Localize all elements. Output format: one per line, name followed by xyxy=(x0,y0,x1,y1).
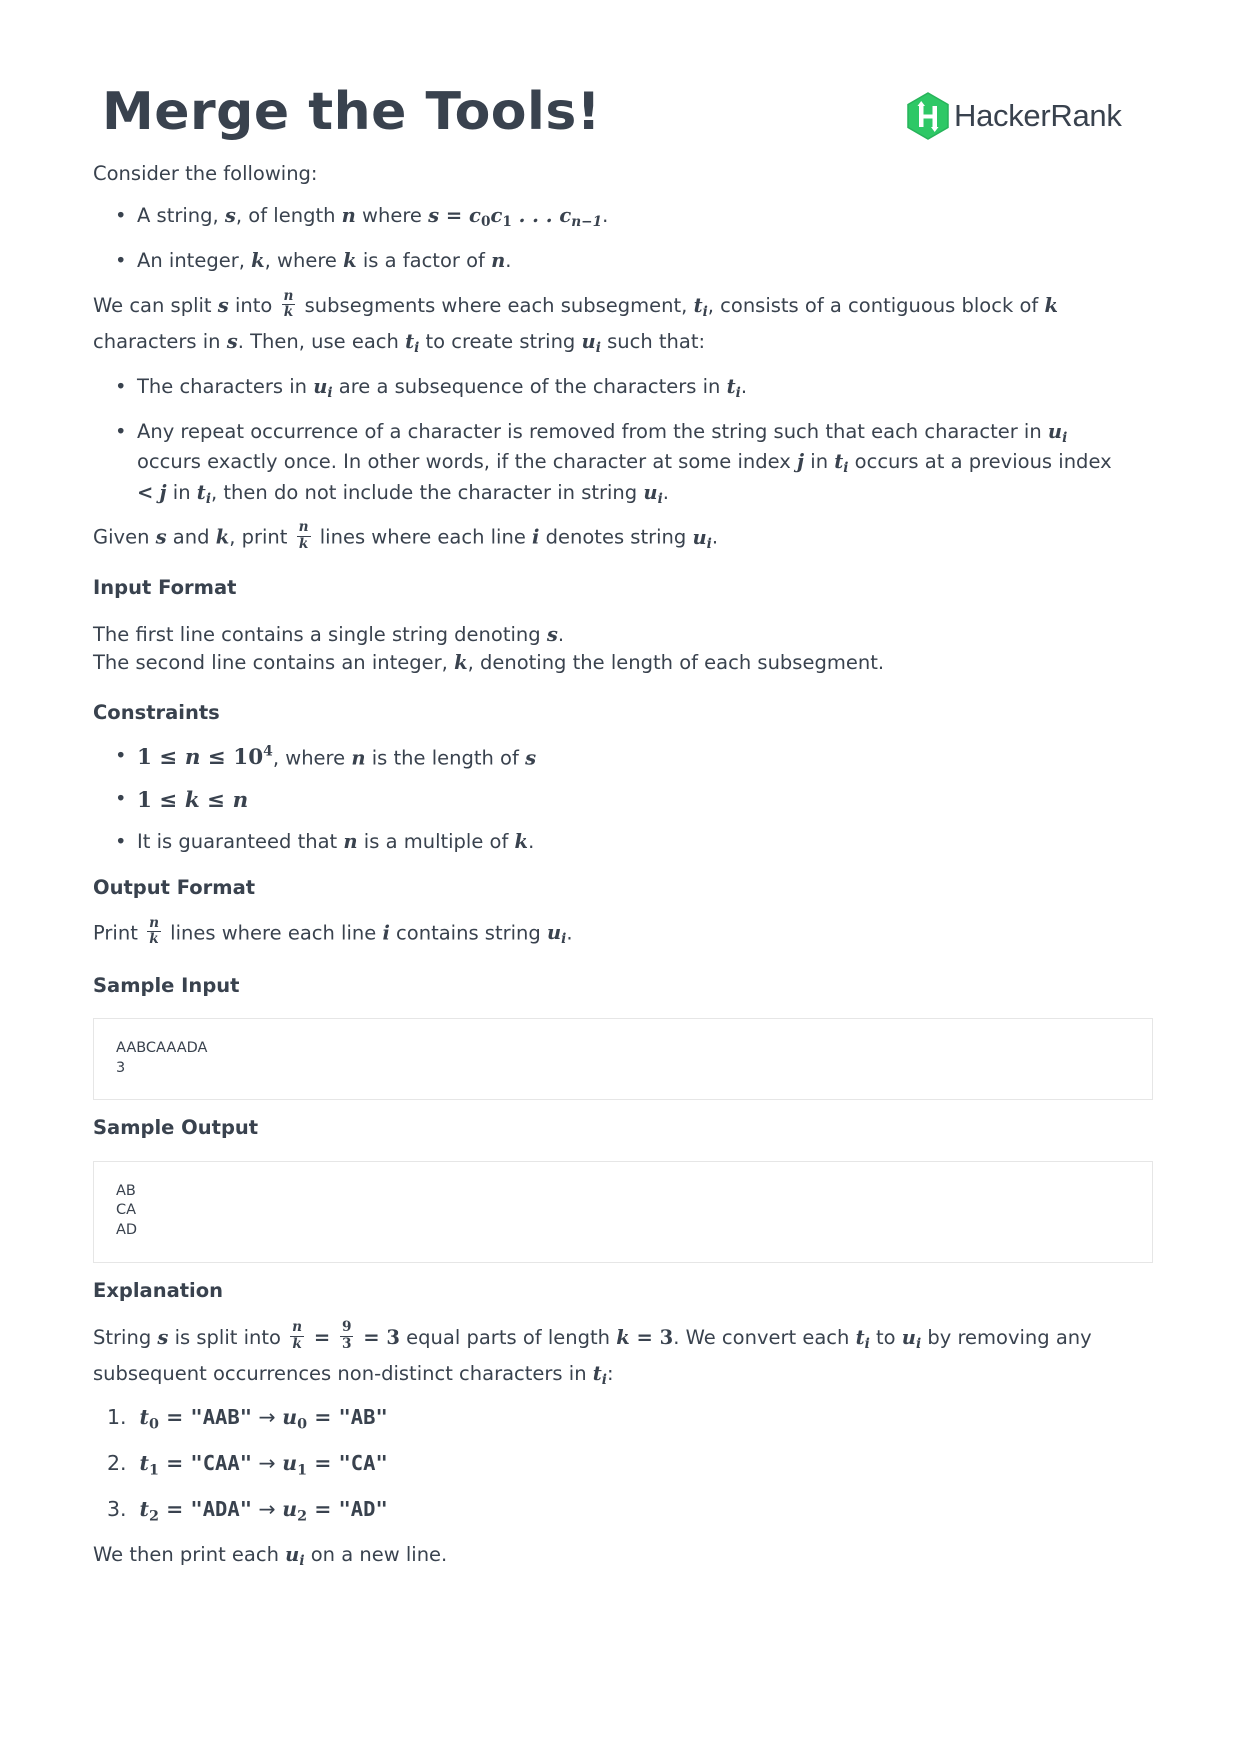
given-paragraph: Given s and k, print $\frac{n}{k}$ lines where each line i denotes string $u_i$. xyxy=(93,518,719,552)
hackerrank-logo xyxy=(906,92,1122,140)
explanation-paragraph: String s is split into $\frac{n}{k}$ = $\frac{9}{3}$ = 3 equal parts of length k = 3. We convert each $t_i$ to $u_i$ by removing any subsequent occurrences non-distinct characters in $t_i$: xyxy=(93,1319,1092,1388)
code-line: AB xyxy=(116,1182,136,1199)
split-paragraph: We can split s into $\frac{n}{k}$ subsegments where each subsegment, $t_i$, consists of a contiguous block of k characters in s. Then, use each $t_i$ to create string $u_i$ such that: xyxy=(93,287,1058,357)
list-item: • The characters in $u_i$ are a subsequence of the characters in $t_i$. xyxy=(137,373,1153,404)
constraints-list xyxy=(93,742,1153,857)
fraction-n-over-k: $\frac{n}{k}$ xyxy=(298,518,309,552)
closing-paragraph: We then print each $u_i$ on a new line. xyxy=(93,1543,448,1570)
math-formula: $1 \le n \le 10^4$ xyxy=(137,743,273,770)
list-item: 3. $t_2$ = "ADA" → $u_2$ = "AD" xyxy=(107,1497,388,1525)
code-line: AD xyxy=(116,1221,138,1238)
list-item: • An integer, k, where k is a factor of n. xyxy=(137,247,1153,275)
code-line: AABCAAADA xyxy=(116,1040,208,1057)
list-item: 2. $t_1$ = "CAA" → $u_1$ = "CA" xyxy=(107,1450,388,1479)
input-format-text: The first line contains a single string denoting s. The second line contains an integer, k, denoting the length of each subsegment. xyxy=(93,622,885,674)
intro-text: Consider the following: xyxy=(93,162,318,185)
code-line: 3 xyxy=(116,1059,126,1076)
list-item: 1. $t_0$ = "AAB" → $u_0$ = "AB" xyxy=(107,1404,388,1433)
fraction-n-over-k: $\frac{n}{k}$ xyxy=(283,287,294,321)
sample-output-heading: Sample Output xyxy=(93,1116,259,1140)
math-var: k xyxy=(251,249,265,273)
input-format-heading: Input Format xyxy=(93,576,237,600)
explanation-steps xyxy=(93,1403,1153,1527)
definitions-list xyxy=(93,202,1153,275)
fraction-9-over-3: $\frac{9}{3}$ xyxy=(341,1319,352,1352)
code-line: CA xyxy=(116,1202,137,1219)
math-formula: 1 ≤ k ≤ n xyxy=(137,787,249,813)
sample-input-box xyxy=(93,1018,1153,1100)
list-item: • It is guaranteed that n is a multiple of k. xyxy=(137,828,1153,856)
math-formula: $s = c_0c_1$ . . . $c_{n-1}$ xyxy=(428,204,603,231)
list-item: • A string, s, of length n where $s = c_0c_1$ . . . $c_{n-1}$. xyxy=(137,202,1153,233)
sample-input-heading: Sample Input xyxy=(93,974,240,998)
list-item: • Any repeat occurrence of a character is removed from the string such that each character in $u_i$ occurs exactly once. In other words, if the character at some index j in $t_i$ occurs at a previous index < j in $t_i$, then do not include the character in string $u_i$. xyxy=(137,418,1153,509)
hackerrank-hexagon-h-icon xyxy=(906,92,950,140)
list-item xyxy=(137,785,1153,816)
page-title: Merge the Tools! xyxy=(102,82,602,142)
output-format-heading: Output Format xyxy=(93,876,256,900)
math-var: k xyxy=(343,249,357,273)
constraints-heading: Constraints xyxy=(93,701,220,725)
list-item: • $1 \le n \le 10^4$, where n is the length of s xyxy=(137,742,1153,773)
sample-output-box xyxy=(93,1161,1153,1263)
logo-text: HackerRank xyxy=(954,98,1122,133)
problem-statement xyxy=(93,160,1153,1572)
fraction-n-over-k: $\frac{n}{k}$ xyxy=(292,1319,303,1352)
math-var: n xyxy=(341,204,356,228)
math-var: n xyxy=(491,249,506,273)
math-var: s xyxy=(224,204,236,228)
explanation-heading: Explanation xyxy=(93,1278,224,1302)
output-format-text: Print $\frac{n}{k}$ lines where each line i contains string $u_i$. xyxy=(93,914,573,948)
rules-list xyxy=(93,373,1153,509)
fraction-n-over-k: $\frac{n}{k}$ xyxy=(149,914,159,948)
